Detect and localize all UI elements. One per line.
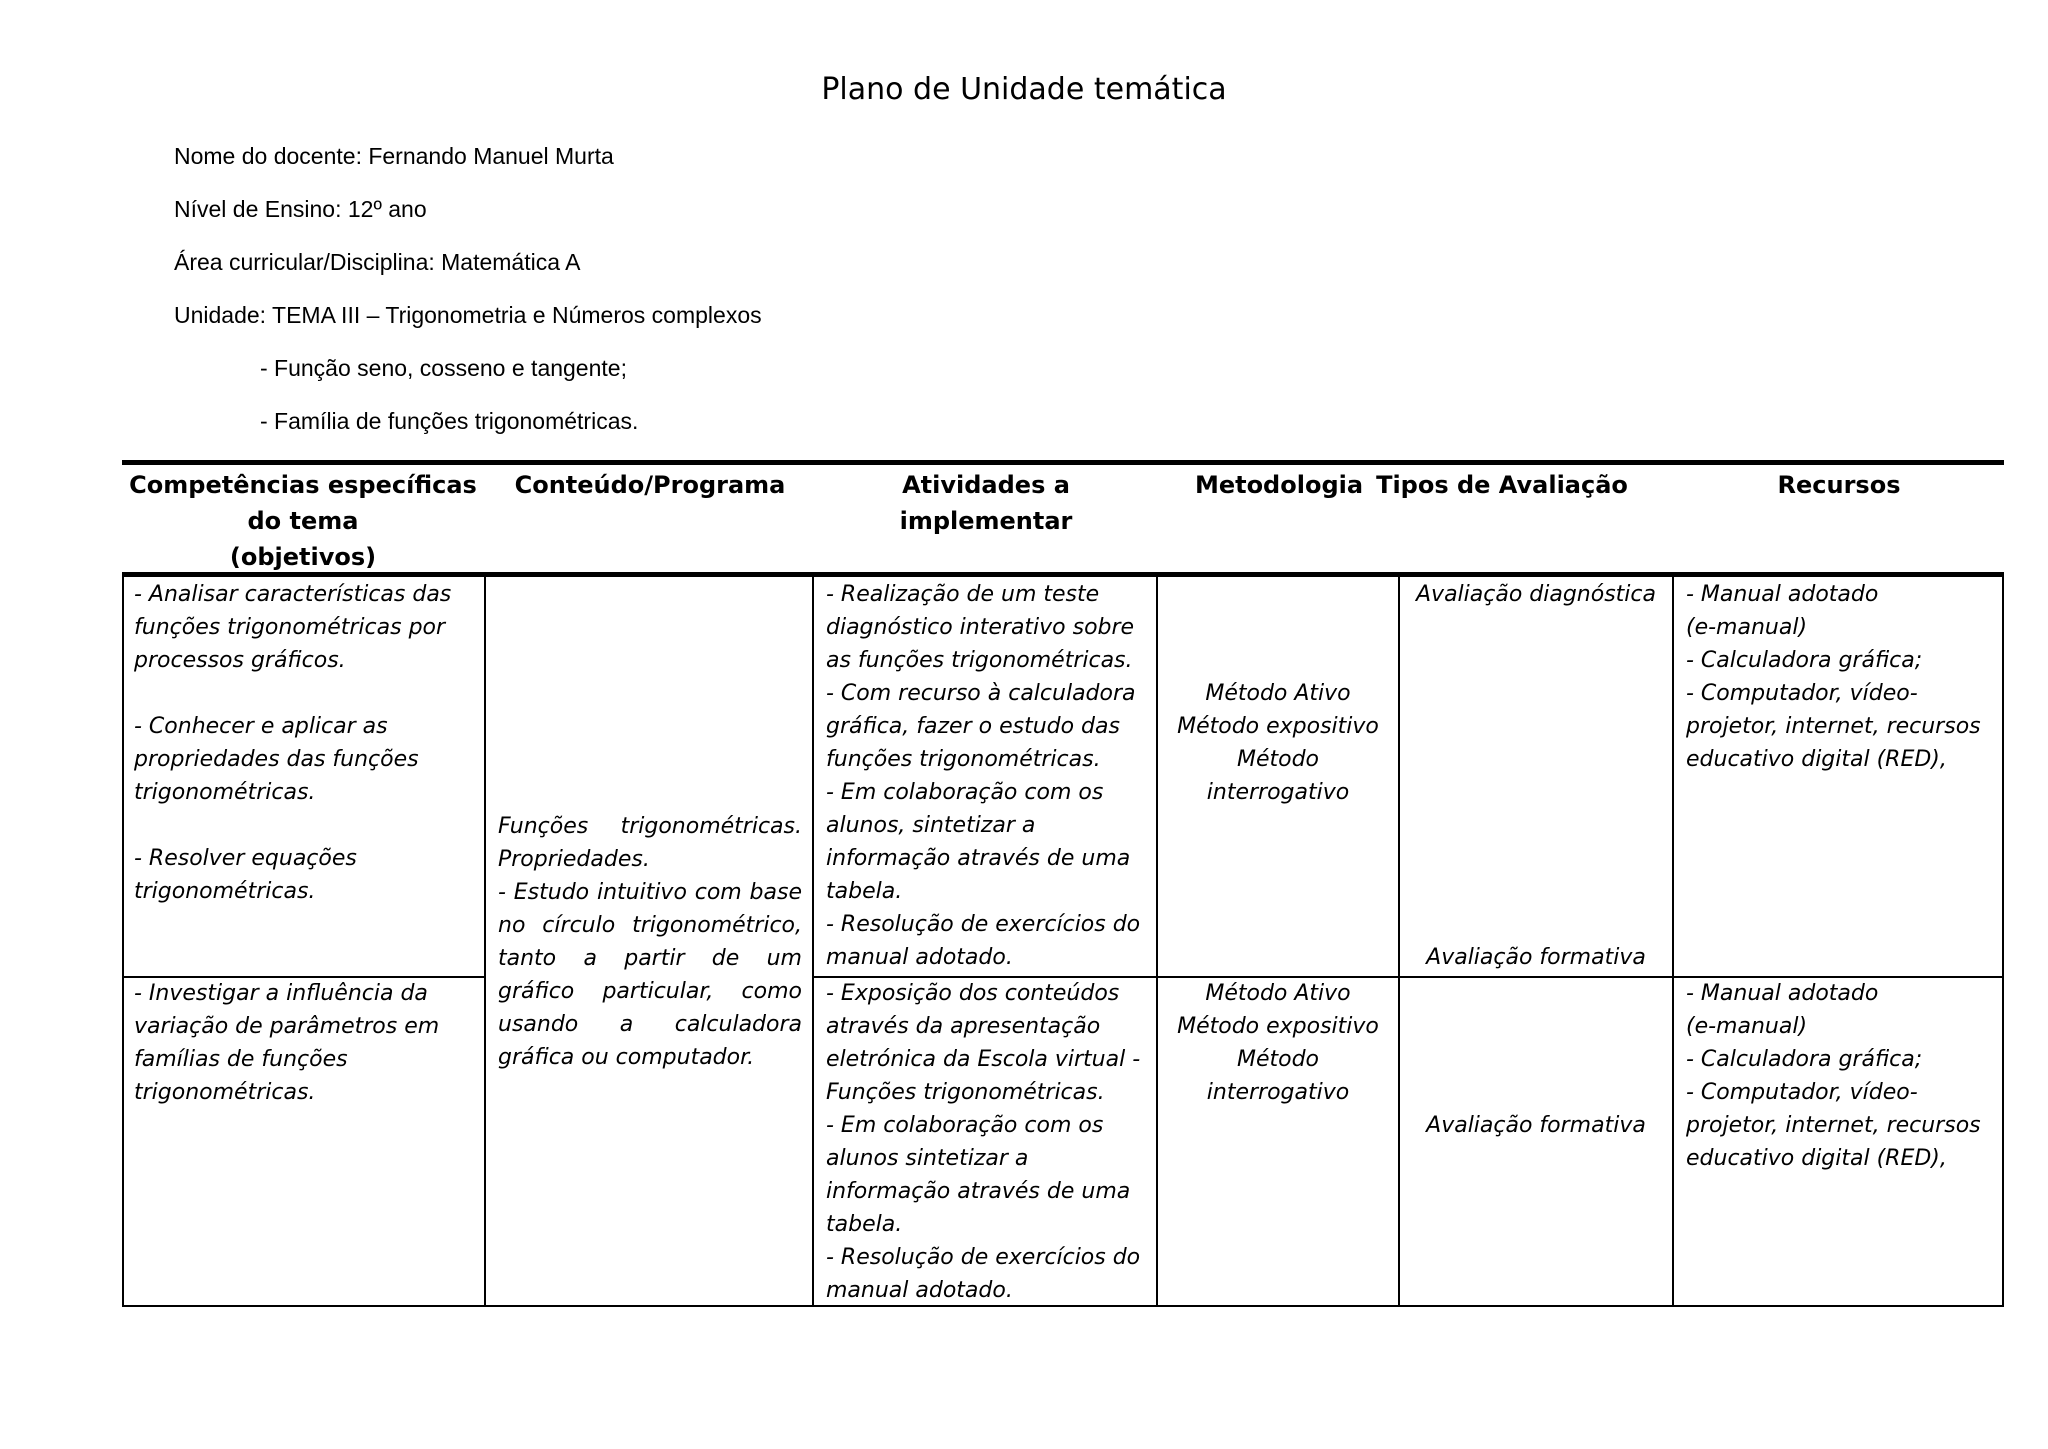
unidade-line: Unidade: TEMA III – Trigonometria e Números complexos: [174, 302, 762, 328]
table-cell-avaliacao: Avaliação diagnóstica: [1416, 582, 1656, 607]
conteudo-line: Funções trigonométricas.: [498, 814, 802, 839]
table-cell-atividades: - Exposição dos conteúdos através da apresentação eletrónica da Escola virtual - Funções trigonométricas. - Em colaboração com os alunos sintetizar a informação através de uma tabela. - Resolução de exercícios do manual adotado.: [826, 981, 1141, 1303]
table-cell-atividades: - Realização de um teste diagnóstico interativo sobre as funções trigonométricas. - Com recurso à calculadora gráfica, fazer o estudo das funções trigonométricas. - Em colaboração com os alunos, sintetizar a informação através de uma tabela. - Resolução de exercícios do manual adotado.: [826, 582, 1141, 970]
table-top-rule: [122, 460, 2004, 465]
header-avaliacao: Tipos de Avaliação: [1376, 471, 1628, 499]
topic-line: - Família de funções trigonométricas.: [260, 408, 639, 434]
table-cell-recursos: - Manual adotado (e-manual) - Calculadora gráfica; - Computador, vídeo- projetor, internet, recursos educativo digital (RED),: [1686, 582, 1981, 772]
column-divider: [484, 577, 486, 1307]
header-recursos: Recursos: [1777, 471, 1901, 499]
table-cell-competencias: - Analisar características das funções trigonométricas por processos gráficos. - Conhecer e aplicar as propriedades das funções trigonométricas. - Resolver equações trigonométricas.: [134, 582, 452, 904]
area-line: Área curricular/Disciplina: Matemática A: [174, 249, 581, 275]
nivel-line: Nível de Ensino: 12º ano: [174, 196, 427, 222]
docente-line: Nome do docente: Fernando Manuel Murta: [174, 143, 614, 169]
topic-line: - Função seno, cosseno e tangente;: [260, 355, 627, 381]
column-divider: [812, 577, 814, 1307]
table-cell-recursos: - Manual adotado (e-manual) - Calculadora gráfica; - Computador, vídeo- projetor, internet, recursos educativo digital (RED),: [1686, 981, 1981, 1171]
page-title: Plano de Unidade temática: [821, 72, 1227, 107]
table-cell-conteudo: [498, 810, 802, 1074]
header-conteudo: Conteúdo/Programa: [514, 471, 786, 499]
header-atividades: Atividades a implementar: [899, 471, 1073, 535]
table-cell-metodologia: Método Ativo Método expositivo Método interrogativo: [1177, 681, 1379, 805]
column-divider: [1672, 577, 1674, 1307]
table-cell-avaliacao: Avaliação formativa: [1426, 945, 1646, 970]
header-metodologia: Metodologia: [1194, 471, 1364, 499]
table-cell-metodologia: Método Ativo Método expositivo Método interrogativo: [1177, 981, 1379, 1105]
header-line: (objetivos): [229, 543, 377, 571]
header-line: Competências específicas: [129, 471, 477, 499]
header-line: do tema: [247, 507, 359, 535]
conteudo-line: - Estudo intuitivo com base no círculo trigonométrico, tanto a partir de um gráfico particular, como usando a calculadora gráfica ou computador.: [498, 880, 802, 1070]
table-cell-competencias: - Investigar a influência da variação de parâmetros em famílias de funções trigonométricas.: [134, 981, 440, 1105]
header-competencias: [122, 467, 484, 575]
conteudo-line: Propriedades.: [498, 847, 650, 872]
table-cell-avaliacao: Avaliação formativa: [1426, 1113, 1646, 1138]
